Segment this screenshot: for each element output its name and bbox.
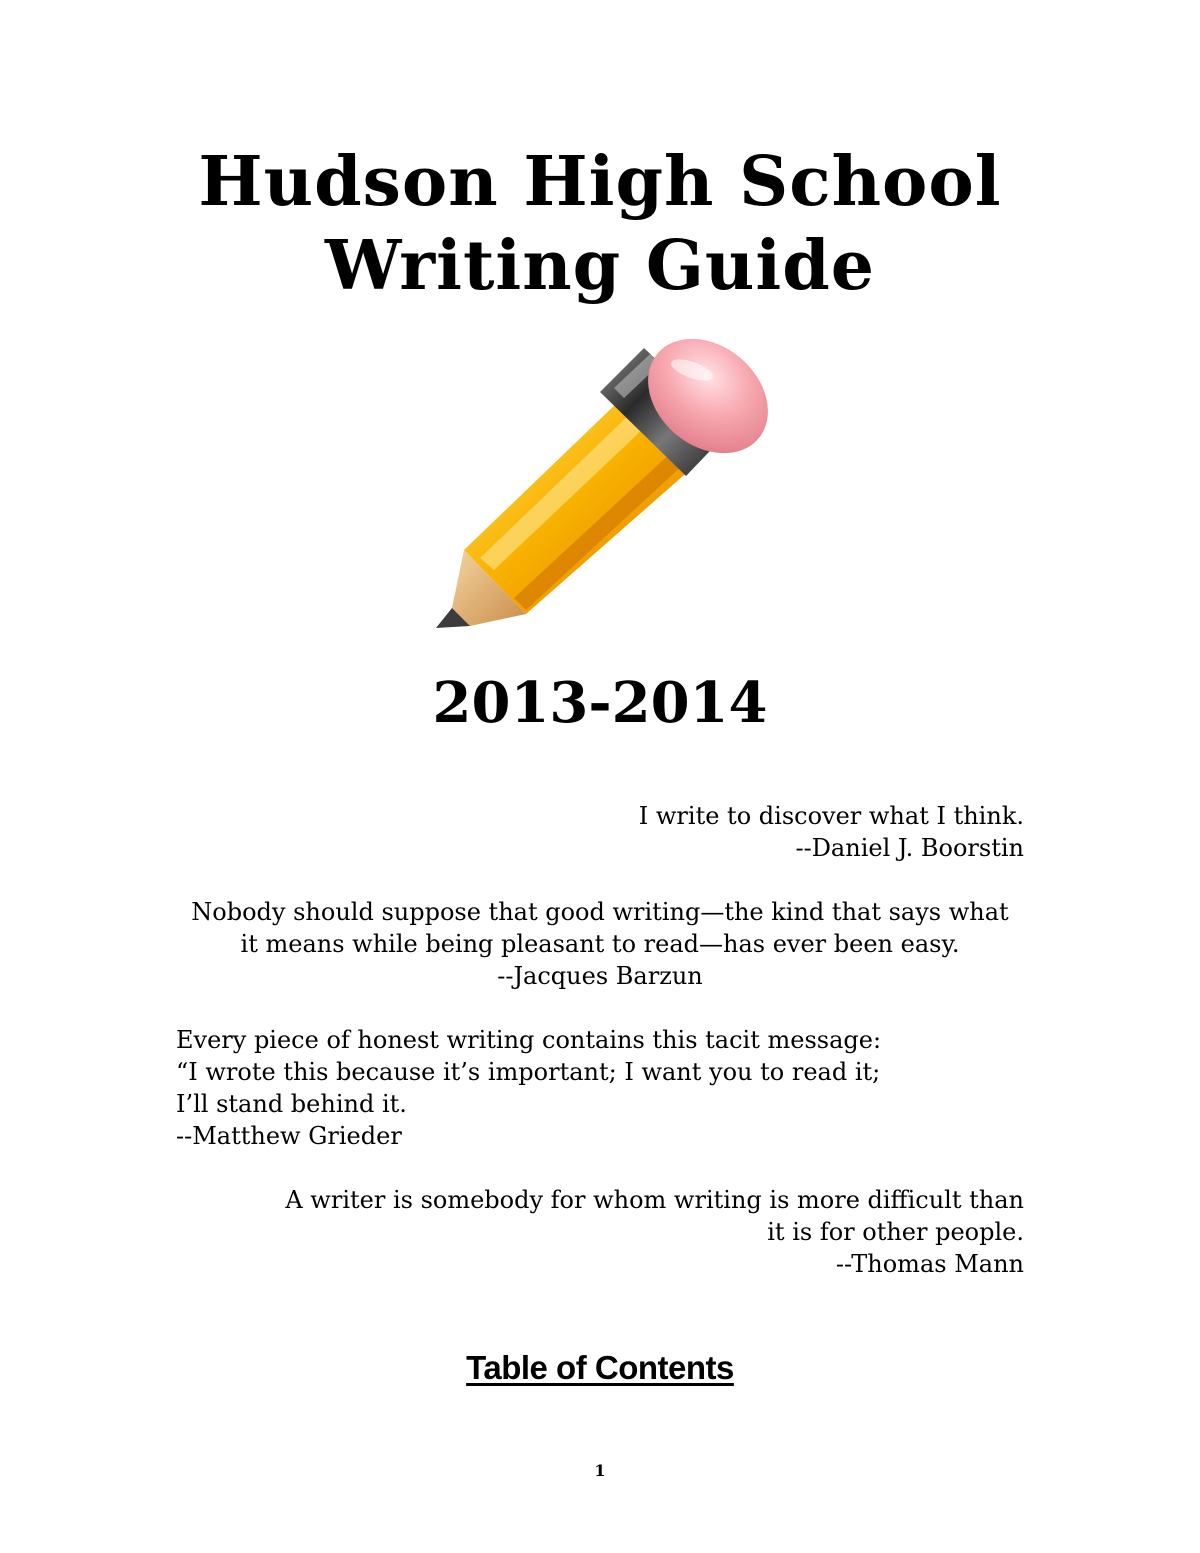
document-title (0, 140, 1200, 308)
page-number: 1 (594, 1461, 606, 1480)
quote-author: --Jacques Barzun (497, 962, 703, 990)
title-line-2: Writing Guide (324, 226, 876, 306)
quote-grieder (176, 1024, 1024, 1152)
quote-author: --Thomas Mann (835, 1250, 1024, 1278)
quote-text: A writer is somebody for whom writing is more difficult than (285, 1186, 1024, 1214)
quote-mann (176, 1184, 1024, 1280)
quote-barzun (176, 896, 1024, 992)
quote-author: --Daniel J. Boorstin (795, 834, 1024, 862)
quote-text: Every piece of honest writing contains this tacit message: (176, 1026, 882, 1054)
pencil-icon (430, 318, 790, 638)
quote-text: I write to discover what I think. (638, 802, 1024, 830)
quote-boorstin (176, 800, 1024, 864)
quotes-section (176, 800, 1024, 1312)
quote-author: --Matthew Grieder (176, 1122, 402, 1150)
title-line-1: Hudson High School (198, 142, 1002, 222)
table-of-contents-heading: Table of Contents (466, 1349, 734, 1386)
school-year: 2013-2014 (432, 670, 768, 736)
quote-text: “I wrote this because it’s important; I want you to read it; (176, 1058, 881, 1086)
quote-text: it is for other people. (767, 1218, 1024, 1246)
quote-text: I’ll stand behind it. (176, 1090, 407, 1118)
quote-text: Nobody should suppose that good writing—the kind that says what it means while being pleasant to read—has ever been easy. (191, 898, 1009, 958)
